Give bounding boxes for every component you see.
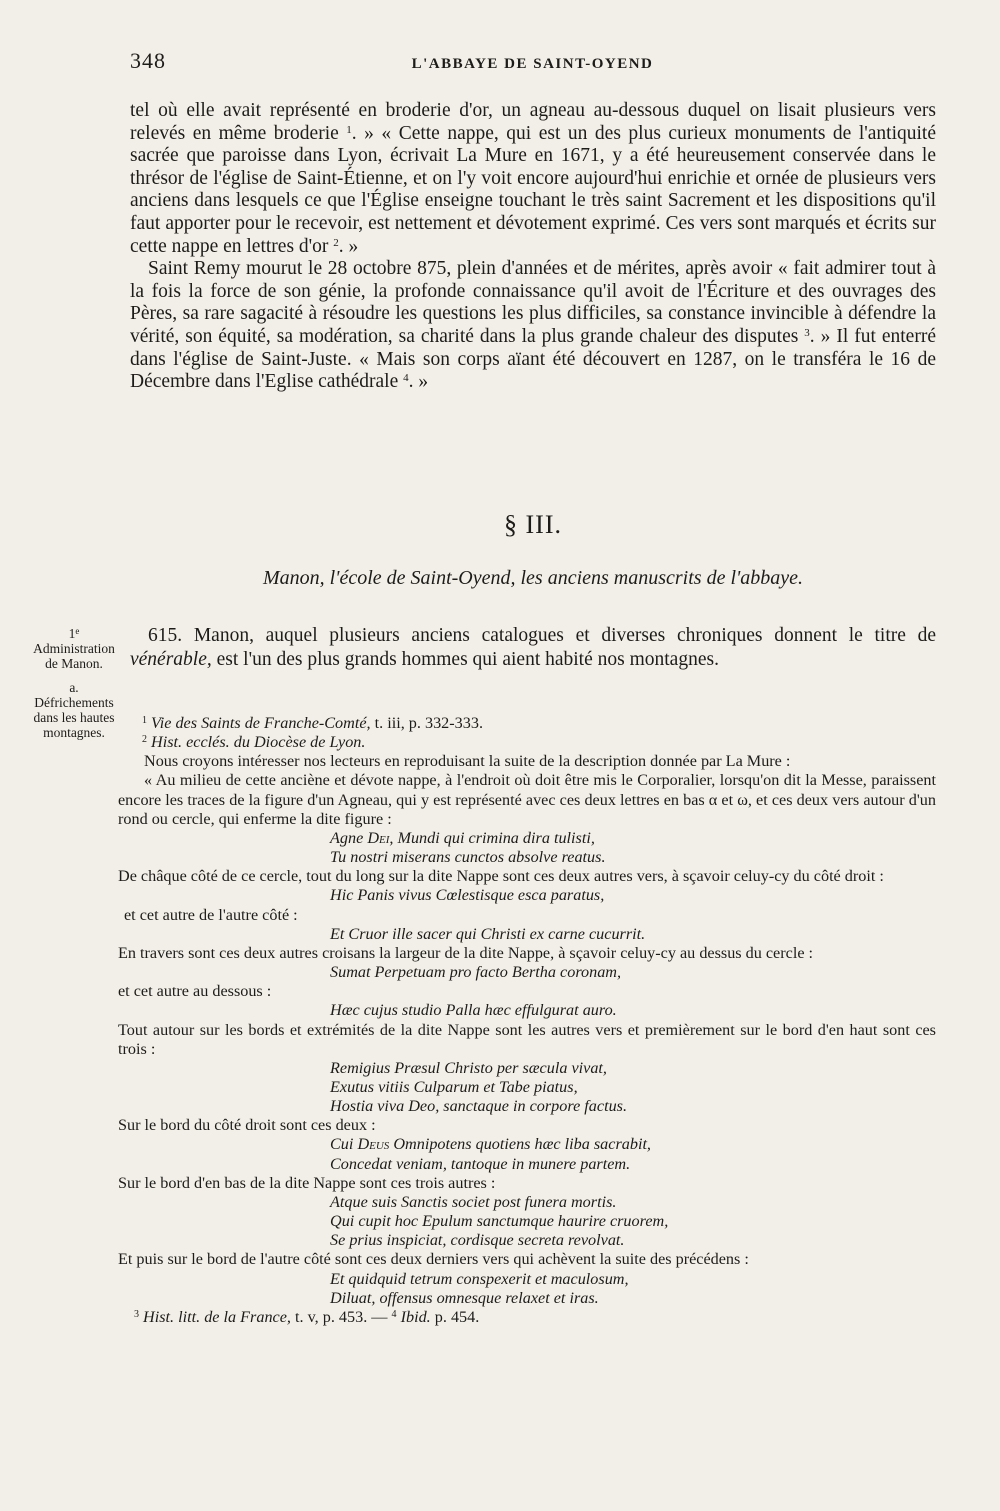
footnote-text: En travers sont ces deux autres croisans la largeur de la dite Nappe, à sçavoir celuy-cy au dessus du cercle : [118,943,814,962]
verse-line: Et Cruor ille sacer qui Christi ex carne cucurrit. [330,924,646,943]
verse-line: Cui Deus Omnipotens quotiens hæc liba sacrabit, [330,1135,651,1154]
footnote-ref-2: 2 [333,236,339,249]
running-title: L'ABBAYE DE SAINT-OYEND [411,56,654,72]
verse-line: Et quidquid tetrum conspexerit et maculosum, [330,1269,629,1288]
verse-line: Concedat veniam, tantoque in munere partem. [330,1154,631,1173]
footnote-text: Sur le bord d'en bas de la dite Nappe sont ces trois autres : [118,1173,496,1192]
footnote-quote: « Au milieu de cette anciène et dévote nappe, à l'endroit où doit être mis le Corporalier, lorsqu'on dit la Messe, paraissent encore les traces de la figure d'un Agneau, qui y est représenté avec ces deux lettres en bas α et ω, et ces deux vers autour d'un rond ou cercle, qui enferme la dite figure : [118,771,936,828]
margin-note-defrichements: a. Défrichements dans les hautes montagnes. [33,680,115,740]
footnote-2: $^2$ Hist. ecclés. du Diocèse de Lyon. [142,733,366,752]
footnote-text: Tout autour sur les bords et extrémités de la dite Nappe sont les autres vers et premièrement sur le bord d'en haut sont ces trois : [118,1020,936,1058]
footnote-ref-3: 3 [804,326,810,339]
footnote-text: et cet autre au dessous : [118,982,272,1001]
verse-line: Sumat Perpetuam pro facto Bertha coronam, [330,963,622,982]
section-subtitle: Manon, l'école de Saint-Oyend, les anciens manuscrits de l'abbaye. [262,567,804,589]
page-number: 348 [130,48,166,73]
verse-line: Diluat, offensus omnesque relaxet et iras. [330,1288,599,1307]
verse-line: Remigius Præsul Christo per sæcula vivat, [330,1058,607,1077]
footnotes [118,714,936,1327]
section-heading: § III. [504,510,562,539]
verse-line: Hostia viva Deo, sanctaque in corpore factus. [330,1097,628,1116]
verse-line: Atque suis Sanctis societ post funera mortis. [330,1192,617,1211]
verse-line: Exutus vitiis Culparum et Tabe piatus, [330,1077,578,1096]
page-header [130,48,935,78]
footnote-intro: Nous croyons intéresser nos lecteurs en reproduisant la suite de la description donnée par La Mure : [144,752,791,771]
footnote-1: $^1$ Vie des Saints de Franche-Comté, t. iii, p. 332-333. [142,714,483,732]
paragraph-615: 615. Manon, auquel plusieurs anciens catalogues et diverses chroniques donnent le titre de vénérable, est l'un des plus grands hommes qui aient habité nos montagnes. [130,625,936,670]
verse-line: Agne Dei, Mundi qui crimina dira tulisti, [330,828,595,847]
verse-line: Tu nostri miserans cunctos absolve reatus. [330,848,606,867]
footnote-text: Et puis sur le bord de l'autre côté sont ces deux derniers vers qui achèvent la suite des précédens : [118,1250,749,1269]
verse-line: Qui cupit hoc Epulum sanctumque haurire cruorem, [330,1212,669,1231]
footnote-ref-1: 1 [346,123,352,136]
footnote-text: et cet autre de l'autre côté : [124,905,298,924]
remy-paragraph: Saint Remy mourut le 28 octobre 875, plein d'années et de mérites, après avoir « fait admirer tout à la fois la force de son génie, la profonde connaissance qu'il avoit de l'Écriture et des ouvrages des Pères, sa rare sagacité à résoudre les questions les plus difficiles, sa constance invincible à défendre la vérité, son équité, sa modération, sa charité dans la plus grande chaleur des disputes $^3$. » Il fut enterré dans l'église de Saint-Juste. « Mais son corps aïant été découvert en 1287, on le transféra le 16 de Décembre dans l'Eglise cathédrale $^4$. » [130,258,936,393]
main-text [130,100,936,394]
footnote-3-4: $^3$ Hist. litt. de la France, t. v, p. 453. — $^4$ Ibid. p. 454. [134,1307,480,1326]
verse-line: Hic Panis vivus Cœlestisque esca paratus, [330,886,605,905]
verse-line: Se prius inspiciat, cordisque secreta revolvat. [330,1231,625,1250]
footnote-text: De châque côté de ce cercle, tout du long sur la dite Nappe sont ces deux autres vers, à sçavoir celuy-cy du côté droit : [118,867,884,886]
top-paragraph: tel où elle avait représenté en broderie d'or, un agneau au-dessous duquel on lisait plusieurs vers relevés en même broderie $^1$. » « Cette nappe, qui est un des plus curieux monuments de l'antiquité sacrée que paroisse dans Lyon, écrivait La Mure en 1671, y a été heureusement conservée dans le thrésor de l'église de Saint-Étienne, et on l'y voit encore aujourd'hui enrichie et ornée de plusieurs vers anciens dans lesquels ce que l'Église enseigne touchant le très saint Sacrement et les dispositions qu'il faut apporter pour le recevoir, est nettement et dévotement exprimé. Ces vers sont marqués et écrits sur cette nappe en lettres d'or $^2$. » [130,100,937,257]
verse-line: Hæc cujus studio Palla hæc effulgurat auro. [330,1001,617,1020]
margin-note-administration: 1e Administration de Manon. [33,626,115,671]
footnote-text: Sur le bord du côté droit sont ces deux : [118,1116,376,1135]
footnote-ref-4: 4 [403,372,409,385]
